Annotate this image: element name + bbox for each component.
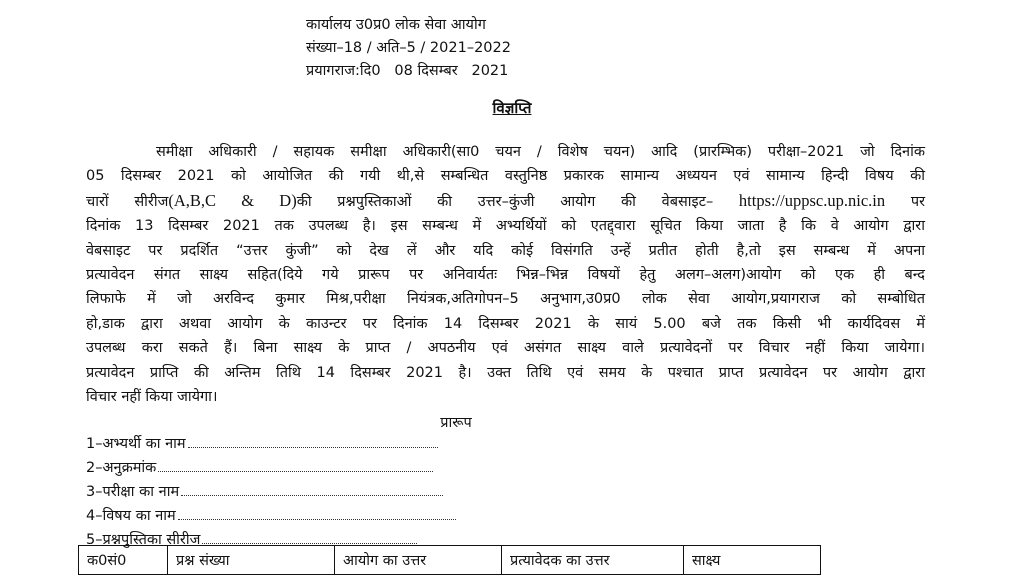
body-line: हो,डाक द्वारा अथवा आयोग के काउन्टर पर दिनांक 14 दिसम्बर 2021 के सायं 5.00 बजे तक किसी भी कार्यदिवस में xyxy=(86,315,925,332)
fill-line xyxy=(181,481,443,496)
notice-body xyxy=(86,140,925,409)
form-field-label: 2–अनुक्रमांक xyxy=(86,460,157,476)
body-line: उपलब्ध करा सकते हैं। बिना साक्ष्य के प्राप्त / अपठनीय एवं असंगत साक्ष्य वाले प्रत्यावेदनों पर विचार नहीं किया जायेगा। xyxy=(86,340,925,357)
table-header-row xyxy=(79,546,821,575)
series-letters: (A,B,C & D) xyxy=(168,190,297,210)
form-field-label: 3–परीक्षा का नाम xyxy=(86,484,180,500)
header-block xyxy=(306,14,511,83)
col-serial: क0सं0 xyxy=(79,546,168,575)
body-text: की प्रश्नपुस्तिकाओं की उत्तर–कुंजी आयोग की वेबसाइट– xyxy=(296,193,739,210)
fill-line xyxy=(202,529,417,544)
website-url: https://uppsc.up.nic.in xyxy=(738,190,886,210)
body-line: दिनांक 13 दिसम्बर 2021 तक उपलब्ध है। इस सम्बन्ध में अभ्यर्थियों को एतद्द्वारा सूचित किया जाता है कि वे आयोग द्वारा xyxy=(86,218,925,235)
fill-line xyxy=(178,505,456,520)
answer-table xyxy=(78,545,821,575)
fill-line xyxy=(188,433,438,448)
form-field-candidate-name xyxy=(86,432,456,456)
body-text: पर xyxy=(885,193,926,210)
body-line: समीक्षा अधिकारी / सहायक समीक्षा अधिकारी(सा0 चयन / विशेष चयन) आदि (प्रारम्भिक) परीक्षा–2021 जो दिनांक xyxy=(156,144,925,160)
col-evidence: साक्ष्य xyxy=(684,546,821,575)
reference-number: संख्या–18 / अति–5 / 2021–2022 xyxy=(306,40,511,56)
form-field-label: 4–विषय का नाम xyxy=(86,508,176,524)
form-field-label: 1–अभ्यर्थी का नाम xyxy=(86,436,186,452)
form-title: प्रारूप xyxy=(440,415,472,431)
body-line: 05 दिसम्बर 2021 को आयोजित की गयी थी,से सम्बन्धित वस्तुनिष्ठ प्रकारक सामान्य अध्ययन एवं सामान्य हिन्दी विषय की xyxy=(86,168,925,185)
col-applicant-answer: प्रत्यावेदक का उत्तर xyxy=(502,546,684,575)
col-commission-answer: आयोग का उत्तर xyxy=(335,546,502,575)
body-text: चारों सीरीज xyxy=(86,193,169,210)
form-field-roll-number xyxy=(86,456,456,480)
body-line: विचार नहीं किया जायेगा। xyxy=(86,389,218,406)
form-fields xyxy=(86,432,456,552)
body-line: लिफाफे में जो अरविन्द कुमार मिश्र,परीक्षा नियंत्रक,अतिगोपन–5 अनुभाग,उ0प्र0 लोक सेवा आयोग,प्रयागराज को सम्बोधित xyxy=(86,291,925,308)
form-field-label: 5–प्रश्नपुस्तिका सीरीज xyxy=(86,532,201,548)
form-field-exam-name xyxy=(86,480,456,504)
body-line: प्रत्यावेदन प्राप्ति की अन्तिम तिथि 14 दिसम्बर 2021 है। उक्त तिथि एवं समय के पश्चात प्राप्त प्रत्यावेदन पर आयोग द्वारा xyxy=(86,364,925,381)
notice-title: विज्ञप्ति xyxy=(492,99,532,117)
fill-line xyxy=(158,457,433,472)
form-field-subject-name xyxy=(86,504,456,528)
office-name: कार्यालय उ0प्र0 लोक सेवा आयोग xyxy=(306,17,486,33)
body-line-url xyxy=(86,189,925,214)
body-line: वेबसाइट पर प्रदर्शित “उत्तर कुंजी” को देख लें और यदि कोई विसंगति उन्हें प्रतीत होती है,तो इस सम्बन्ध में अपना xyxy=(86,242,925,259)
col-question-number: प्रश्न संख्या xyxy=(168,546,335,575)
place-date: प्रयागराज:दि0 08 दिसम्बर 2021 xyxy=(306,63,509,79)
body-line: प्रत्यावेदन संगत साक्ष्य सहित(दिये गये प्रारूप पर अनिवार्यतः भिन्न–भिन्न विषयों हेतु अलग–अलग)आयोग को एक ही बन्द xyxy=(86,267,925,284)
